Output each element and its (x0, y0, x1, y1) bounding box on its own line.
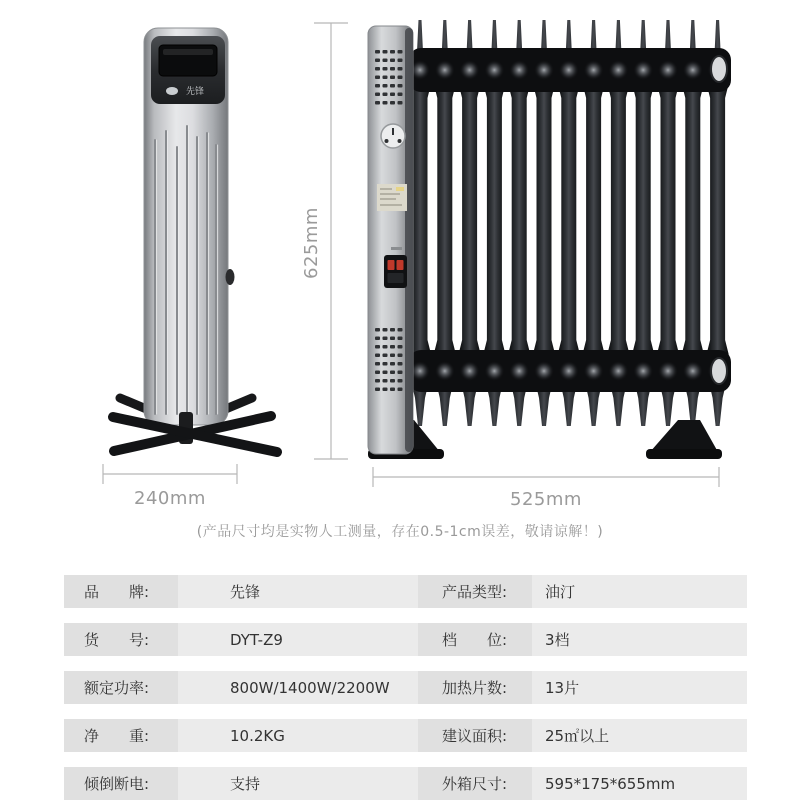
spec-label: 产品类型: (418, 575, 532, 608)
spec-table-row (64, 719, 747, 752)
spec-value: 10.2KG (178, 719, 418, 752)
brand-logo-icon (166, 87, 178, 95)
front-heater-image (113, 28, 277, 452)
spec-value: 25㎡以上 (532, 719, 747, 752)
spec-label: 加热片数: (418, 671, 532, 704)
height-dimension-label: 625mm (301, 207, 322, 279)
spec-table-row (64, 575, 747, 608)
spec-value: 13片 (532, 671, 747, 704)
spec-label: 档 位: (418, 623, 532, 656)
measurement-disclaimer: (产品尺寸均是实物人工测量，存在0.5-1cm误差，敬请谅解！) (196, 524, 604, 540)
spec-value: DYT-Z9 (178, 623, 418, 656)
spec-table-row (64, 623, 747, 656)
manifold-end-cap (711, 56, 727, 82)
spec-value: 先锋 (178, 575, 418, 608)
spec-value: 3档 (532, 623, 747, 656)
side-width-dimension-label: 525mm (510, 489, 582, 510)
spec-value: 800W/1400W/2200W (178, 671, 418, 704)
spec-label: 额定功率: (64, 671, 178, 704)
spec-table-row (64, 671, 747, 704)
side-heater-image (368, 20, 731, 459)
side-right-foot (650, 420, 718, 452)
manifold-end-cap (711, 358, 727, 384)
height-dimension (301, 23, 348, 459)
spec-label: 净 重: (64, 719, 178, 752)
side-width-dimension (373, 467, 719, 510)
spec-value: 支持 (178, 767, 418, 800)
spec-value: 油汀 (532, 575, 747, 608)
spec-label: 建议面积: (418, 719, 532, 752)
spec-label: 倾倒断电: (64, 767, 178, 800)
spec-table-row (64, 767, 747, 800)
thermostat-dial (381, 124, 405, 148)
spec-table (64, 575, 747, 800)
spec-label: 品 牌: (64, 575, 178, 608)
spec-label: 货 号: (64, 623, 178, 656)
brand-logo-text: 先锋 (185, 87, 205, 97)
front-side-knob (226, 269, 235, 285)
spec-label: 外箱尺寸: (418, 767, 532, 800)
front-width-dimension-label: 240mm (134, 488, 206, 509)
front-width-dimension (103, 464, 237, 509)
spec-value: 595*175*655mm (532, 767, 747, 800)
rating-label-sticker (377, 184, 407, 211)
